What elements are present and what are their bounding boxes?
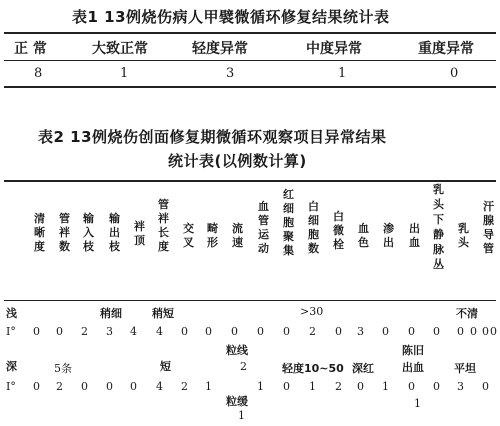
row2-label-old: 陈旧: [402, 344, 424, 357]
col-sweat-duct: 汗腺导管: [483, 200, 494, 255]
row2-value: 1: [382, 380, 389, 393]
table1-value-mild: 3: [226, 66, 235, 81]
row2-label-granular-slow: 粒缓: [226, 395, 248, 408]
row1-value: 0: [335, 325, 342, 338]
col-subpapillary-plexus: 乳头下静脉丛: [433, 183, 444, 271]
col-deformity: 畸形: [207, 222, 218, 249]
row2-value: 2: [181, 380, 188, 393]
row2-value: 0: [106, 380, 113, 393]
table2-title-line1: 表2 13例烧伤创面修复期微循环观察项目异常结果: [38, 128, 387, 146]
row1-value: 0: [433, 325, 440, 338]
row1-value: 0: [33, 325, 40, 338]
row2-label-5-loops: 5条: [54, 362, 72, 375]
row1-value: 0: [482, 325, 489, 338]
row1-label-gt30: >30: [300, 305, 324, 318]
col-papilla: 乳头: [458, 222, 469, 249]
row2-label-granular-slow-count: 1: [238, 409, 245, 422]
table1-header-mostly-normal: 大致正常: [92, 41, 148, 57]
row1-value: 3: [357, 325, 364, 338]
col-rbc-aggregation: 红细胞聚集: [283, 188, 294, 257]
row2-value: 0: [357, 380, 364, 393]
table2-top-rule: [4, 180, 496, 182]
row2-label-hemorrhage: 出血: [402, 361, 424, 374]
row2-value: 4: [156, 380, 163, 393]
row2-label-dark-red: 深红: [352, 362, 374, 375]
col-loop-top: 袢顶: [134, 220, 145, 247]
row2-value: 1: [257, 380, 264, 393]
row1-value: 2: [309, 325, 316, 338]
row1-label-unclear: 不清: [456, 307, 478, 320]
row2-value: 0: [482, 380, 489, 393]
row1-label-shallow: 浅: [6, 307, 17, 320]
table2-header-rule: [4, 300, 496, 301]
table1-top-rule: [4, 32, 496, 34]
row2-label-mild-range: 轻度10~50: [282, 362, 344, 375]
row1-value: 0: [490, 325, 497, 338]
row2-value: 1: [309, 380, 316, 393]
row2-value: 2: [335, 380, 342, 393]
table1-mid-rule: [4, 60, 496, 61]
col-crossing: 交叉: [183, 222, 194, 249]
row2-value: 1: [205, 380, 212, 393]
table1-value-normal: 8: [34, 66, 43, 81]
table1-header-normal: 正 常: [14, 41, 47, 57]
row1-value: 0: [181, 325, 188, 338]
row2-label-flat: 平坦: [454, 362, 476, 375]
row2-value: 0: [130, 380, 137, 393]
row2-value: 3: [457, 380, 464, 393]
row2-value: 0: [81, 380, 88, 393]
row2-value: 0: [408, 380, 415, 393]
row2-value: 0: [283, 380, 290, 393]
row2-value: 0: [33, 380, 40, 393]
col-blood-color: 血色: [358, 222, 369, 249]
row1-value: 0: [56, 325, 63, 338]
col-wbc-count: 白细胞数: [308, 200, 319, 255]
row1-value: 2: [81, 325, 88, 338]
col-loop-length: 管袢长度: [158, 198, 169, 253]
col-loop-count: 管袢数: [59, 212, 70, 253]
col-efferent: 输出枝: [109, 212, 120, 253]
row2-degree-mark: I°: [6, 380, 16, 393]
table1-value-moderate: 1: [338, 66, 347, 81]
row1-value: 0: [257, 325, 264, 338]
row2-label-short: 短: [160, 360, 171, 373]
col-clarity: 清晰度: [34, 212, 45, 253]
col-exudation: 渗出: [383, 222, 394, 249]
table1-value-mostly-normal: 1: [120, 66, 129, 81]
table1-header-severe: 重度异常: [418, 41, 474, 57]
table1-title: 表1 13例烧伤病人甲襞微循环修复结果统计表: [72, 8, 390, 26]
row2-label-deep: 深: [6, 360, 17, 373]
row1-value: 0: [470, 325, 477, 338]
row1-value: 0: [283, 325, 290, 338]
row1-value: 4: [130, 325, 137, 338]
row2-value: 0: [433, 380, 440, 393]
row1-value: 0: [408, 325, 415, 338]
table1-header-moderate: 中度异常: [306, 41, 362, 57]
table1-value-severe: 0: [450, 66, 459, 81]
row2-label-granular-line-count: 2: [240, 360, 247, 373]
table2-title-line2: 统计表(以例数计算): [168, 152, 307, 170]
col-white-microthrombus: 白微栓: [333, 210, 344, 251]
row1-label-slightly-short: 稍短: [152, 307, 174, 320]
row1-value: 0: [205, 325, 212, 338]
row2-label-hemorrhage-count: 1: [414, 397, 421, 410]
row2-label-granular-line: 粒线: [226, 344, 248, 357]
row1-value: 0: [231, 325, 238, 338]
col-vessel-motion: 血管运动: [258, 200, 269, 255]
col-hemorrhage: 出血: [409, 222, 420, 249]
row1-value: 4: [156, 325, 163, 338]
row2-value: 2: [56, 380, 63, 393]
row1-degree-mark: I°: [6, 325, 16, 338]
table1-bottom-rule: [4, 86, 496, 88]
row1-value: 0: [457, 325, 464, 338]
table1-header-mild: 轻度异常: [192, 41, 248, 57]
row1-value: 3: [106, 325, 113, 338]
row1-value: 0: [382, 325, 389, 338]
col-afferent: 输入枝: [83, 212, 94, 253]
row1-label-slightly-thin: 稍细: [100, 307, 122, 320]
col-flow-rate: 流速: [232, 222, 243, 249]
